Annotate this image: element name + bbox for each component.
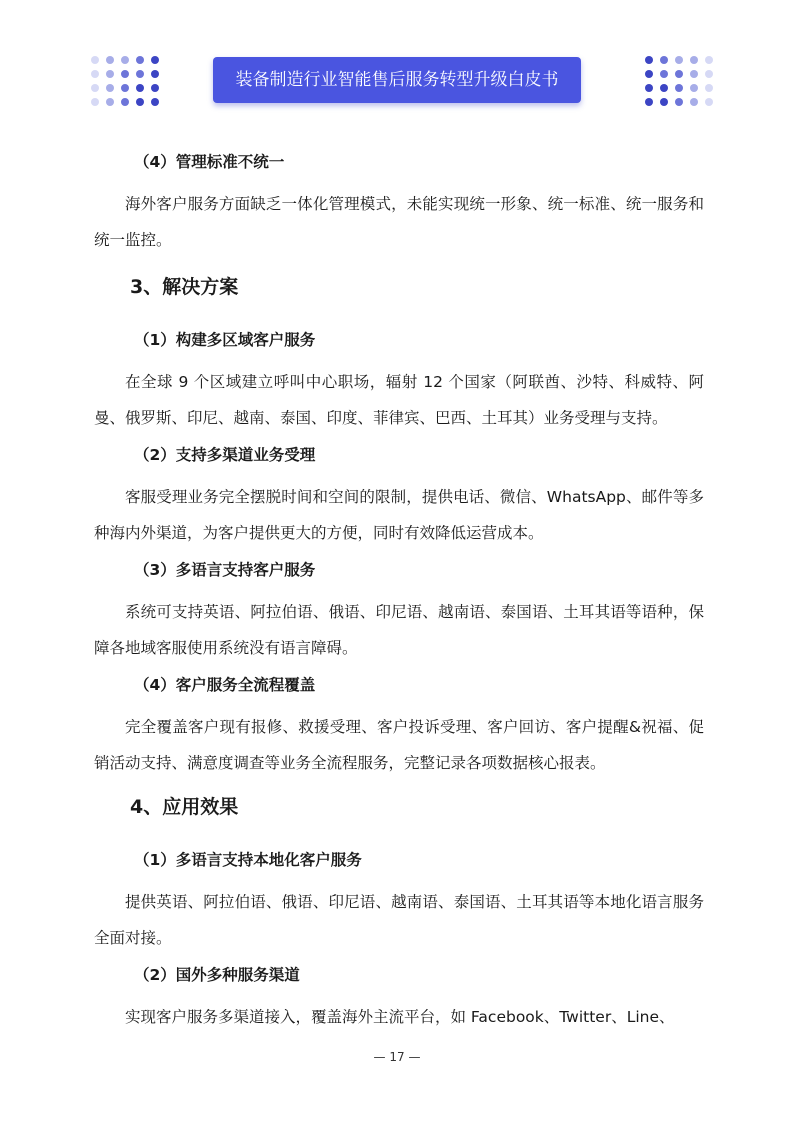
paragraph: 客服受理业务完全摆脱时间和空间的限制，提供电话、微信、WhatsApp、邮件等多种海内外渠道，为客户提供更大的方便，同时有效降低运营成本。	[94, 488, 704, 542]
right-dot	[690, 70, 698, 78]
left-dot	[151, 70, 159, 78]
paragraph: 系统可支持英语、阿拉伯语、俄语、印尼语、越南语、泰国语、土耳其语等语种，保障各地域客服使用系统没有语言障碍。	[94, 603, 704, 657]
left-dot	[136, 56, 144, 64]
right-dot	[705, 98, 713, 106]
left-dot	[121, 84, 129, 92]
page-number: — 17 —	[373, 1050, 421, 1064]
left-dot	[121, 56, 129, 64]
subheading: （2）国外多种服务渠道	[134, 966, 300, 984]
left-dot	[91, 56, 99, 64]
paragraph: 在全球 9 个区域建立呼叫中心职场，辐射 12 个国家（阿联酋、沙特、科威特、阿曼、俄罗斯、印尼、越南、泰国、印度、菲律宾、巴西、土耳其）业务受理与支持。	[94, 373, 704, 427]
paragraph: 实现客户服务多渠道接入，覆盖海外主流平台，如 Facebook、Twitter、Line、	[125, 1008, 675, 1026]
right-dot	[705, 84, 713, 92]
left-dot	[136, 84, 144, 92]
left-dot	[91, 70, 99, 78]
right-dot	[690, 56, 698, 64]
subheading: （1）多语言支持本地化客户服务	[134, 851, 362, 869]
right-dot	[705, 56, 713, 64]
right-dot	[690, 84, 698, 92]
subheading: （2）支持多渠道业务受理	[134, 446, 316, 464]
right-dot	[660, 98, 668, 106]
right-dot	[660, 56, 668, 64]
subheading: （3）多语言支持客户服务	[134, 561, 316, 579]
right-dot	[645, 56, 653, 64]
right-dot	[660, 70, 668, 78]
right-dot	[645, 84, 653, 92]
subheading: （1）构建多区域客户服务	[134, 331, 316, 349]
left-dot	[151, 98, 159, 106]
decorative-dots-right	[645, 56, 713, 106]
left-dot	[121, 70, 129, 78]
left-dot	[136, 70, 144, 78]
section-heading: 4、应用效果	[130, 796, 239, 818]
left-dot	[91, 84, 99, 92]
section-heading: 3、解决方案	[130, 276, 239, 298]
right-dot	[675, 98, 683, 106]
left-dot	[151, 56, 159, 64]
left-dot	[106, 98, 114, 106]
right-dot	[660, 84, 668, 92]
left-dot	[106, 70, 114, 78]
subheading: （4）管理标准不统一	[134, 153, 285, 171]
left-dot	[106, 84, 114, 92]
paragraph: 海外客户服务方面缺乏一体化管理模式，未能实现统一形象、统一标准、统一服务和统一监控。	[94, 195, 704, 249]
paragraph: 提供英语、阿拉伯语、俄语、印尼语、越南语、泰国语、土耳其语等本地化语言服务全面对接。	[94, 893, 704, 947]
right-dot	[675, 84, 683, 92]
left-dot	[91, 98, 99, 106]
decorative-dots-left	[91, 56, 159, 106]
right-dot	[675, 56, 683, 64]
left-dot	[106, 56, 114, 64]
left-dot	[121, 98, 129, 106]
header-title-banner: 装备制造行业智能售后服务转型升级白皮书	[213, 57, 581, 103]
paragraph: 完全覆盖客户现有报修、救援受理、客户投诉受理、客户回访、客户提醒&祝福、促销活动支持、满意度调查等业务全流程服务，完整记录各项数据核心报表。	[94, 718, 704, 772]
left-dot	[136, 98, 144, 106]
left-dot	[151, 84, 159, 92]
right-dot	[705, 70, 713, 78]
subheading: （4）客户服务全流程覆盖	[134, 676, 316, 694]
right-dot	[690, 98, 698, 106]
right-dot	[645, 70, 653, 78]
right-dot	[645, 98, 653, 106]
right-dot	[675, 70, 683, 78]
